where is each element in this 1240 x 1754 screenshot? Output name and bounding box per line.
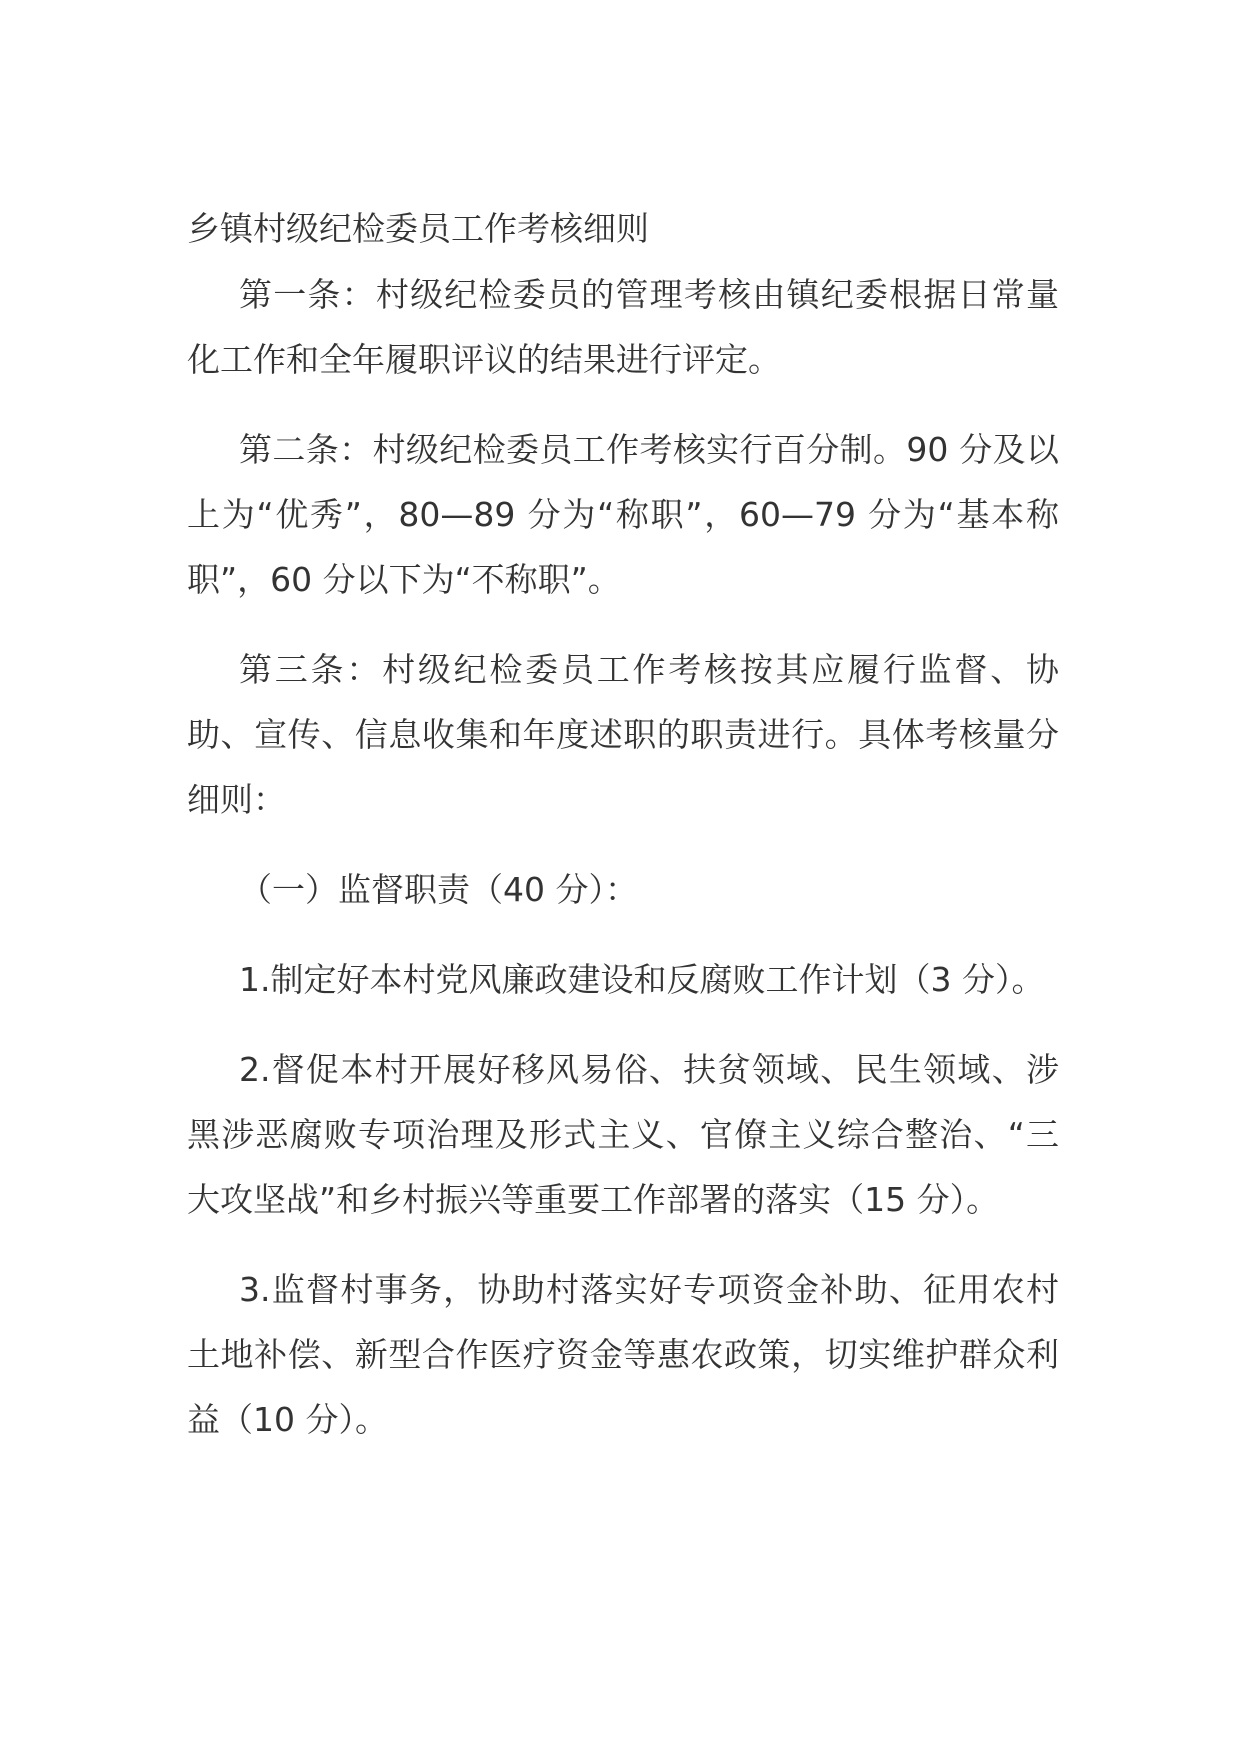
article-one: 第一条：村级纪检委员的管理考核由镇纪委根据日常量化工作和全年履职评议的结果进行评定。 (187, 275, 1059, 379)
item-1: 1.制定好本村党风廉政建设和反腐败工作计划（3 分）。 (239, 960, 1045, 999)
section-supervision-heading: （一）监督职责（40 分）： (239, 870, 638, 909)
item-3: 3.监督村事务，协助村落实好专项资金补助、征用农村土地补偿、新型合作医疗资金等惠农政策，切实维护群众利益（10 分）。 (187, 1270, 1059, 1439)
document-page (187, 197, 1059, 1477)
article-two: 第二条：村级纪检委员工作考核实行百分制。90 分及以上为“优秀”，80—89 分为“称职”，60—79 分为“基本称职”，60 分以下为“不称职”。 (187, 430, 1059, 599)
document-title: 乡镇村级纪检委员工作考核细则 (187, 209, 649, 248)
article-three: 第三条：村级纪检委员工作考核按其应履行监督、协助、宣传、信息收集和年度述职的职责进行。具体考核量分细则： (187, 650, 1059, 819)
item-2: 2.督促本村开展好移风易俗、扶贫领域、民生领域、涉黑涉恶腐败专项治理及形式主义、官僚主义综合整治、“三大攻坚战”和乡村振兴等重要工作部署的落实（15 分）。 (187, 1050, 1059, 1219)
